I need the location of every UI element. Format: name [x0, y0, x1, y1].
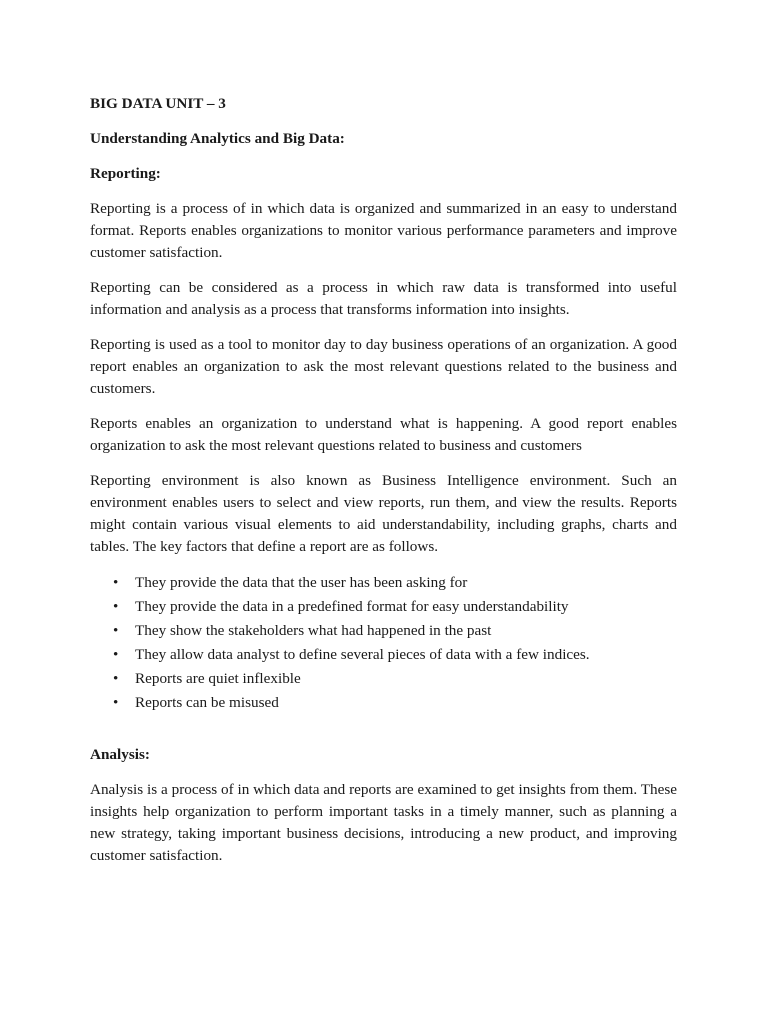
- list-item: [90, 643, 677, 667]
- reporting-paragraph: Reporting is used as a tool to monitor day to day business operations of an organization. A good report enables an organization to ask the most relevant questions related to the business and customers.: [90, 336, 677, 397]
- list-item-text: Reports can be misused: [135, 694, 279, 711]
- list-item-text: They provide the data in a predefined format for easy understandability: [135, 598, 569, 615]
- unit-title: BIG DATA UNIT – 3: [90, 95, 226, 112]
- list-item: [90, 619, 677, 643]
- bullet-icon: •: [113, 622, 119, 639]
- bullet-icon: •: [113, 574, 119, 591]
- key-factors-list: [90, 571, 677, 715]
- analysis-heading: Analysis:: [90, 746, 150, 763]
- list-item: [90, 571, 677, 595]
- bullet-icon: •: [113, 694, 119, 711]
- document-page: [90, 93, 677, 880]
- reporting-paragraph: Reporting environment is also known as Business Intelligence environment. Such an environment enables users to select and view reports, run them, and view the results. Reports might contain various visual elements to aid understandability, including graphs, charts and tables. The key factors that define a report are as follows.: [90, 472, 677, 555]
- section-title: Understanding Analytics and Big Data:: [90, 130, 345, 147]
- list-item-text: Reports are quiet inflexible: [135, 670, 301, 687]
- reporting-heading: Reporting:: [90, 165, 161, 182]
- bullet-icon: •: [113, 646, 119, 663]
- list-item: [90, 595, 677, 619]
- list-item: [90, 691, 677, 715]
- list-item: [90, 667, 677, 691]
- section-spacer: [90, 715, 677, 744]
- reporting-paragraph: Reports enables an organization to understand what is happening. A good report enables organization to ask the most relevant questions related to business and customers: [90, 415, 677, 454]
- analysis-paragraph: Analysis is a process of in which data and reports are examined to get insights from them. These insights help organization to perform important tasks in a timely manner, such as planning a new strategy, taking important business decisions, introducing a new product, and improving customer satisfaction.: [90, 781, 677, 864]
- list-item-text: They allow data analyst to define several pieces of data with a few indices.: [135, 646, 590, 663]
- reporting-paragraph: Reporting is a process of in which data is organized and summarized in an easy to understand format. Reports enables organizations to monitor various performance parameters and improve customer satisfaction.: [90, 200, 677, 261]
- list-item-text: They show the stakeholders what had happened in the past: [135, 622, 492, 639]
- bullet-icon: •: [113, 670, 119, 687]
- reporting-paragraph: Reporting can be considered as a process in which raw data is transformed into useful information and analysis as a process that transforms information into insights.: [90, 279, 677, 318]
- bullet-icon: •: [113, 598, 119, 615]
- list-item-text: They provide the data that the user has been asking for: [135, 574, 468, 591]
